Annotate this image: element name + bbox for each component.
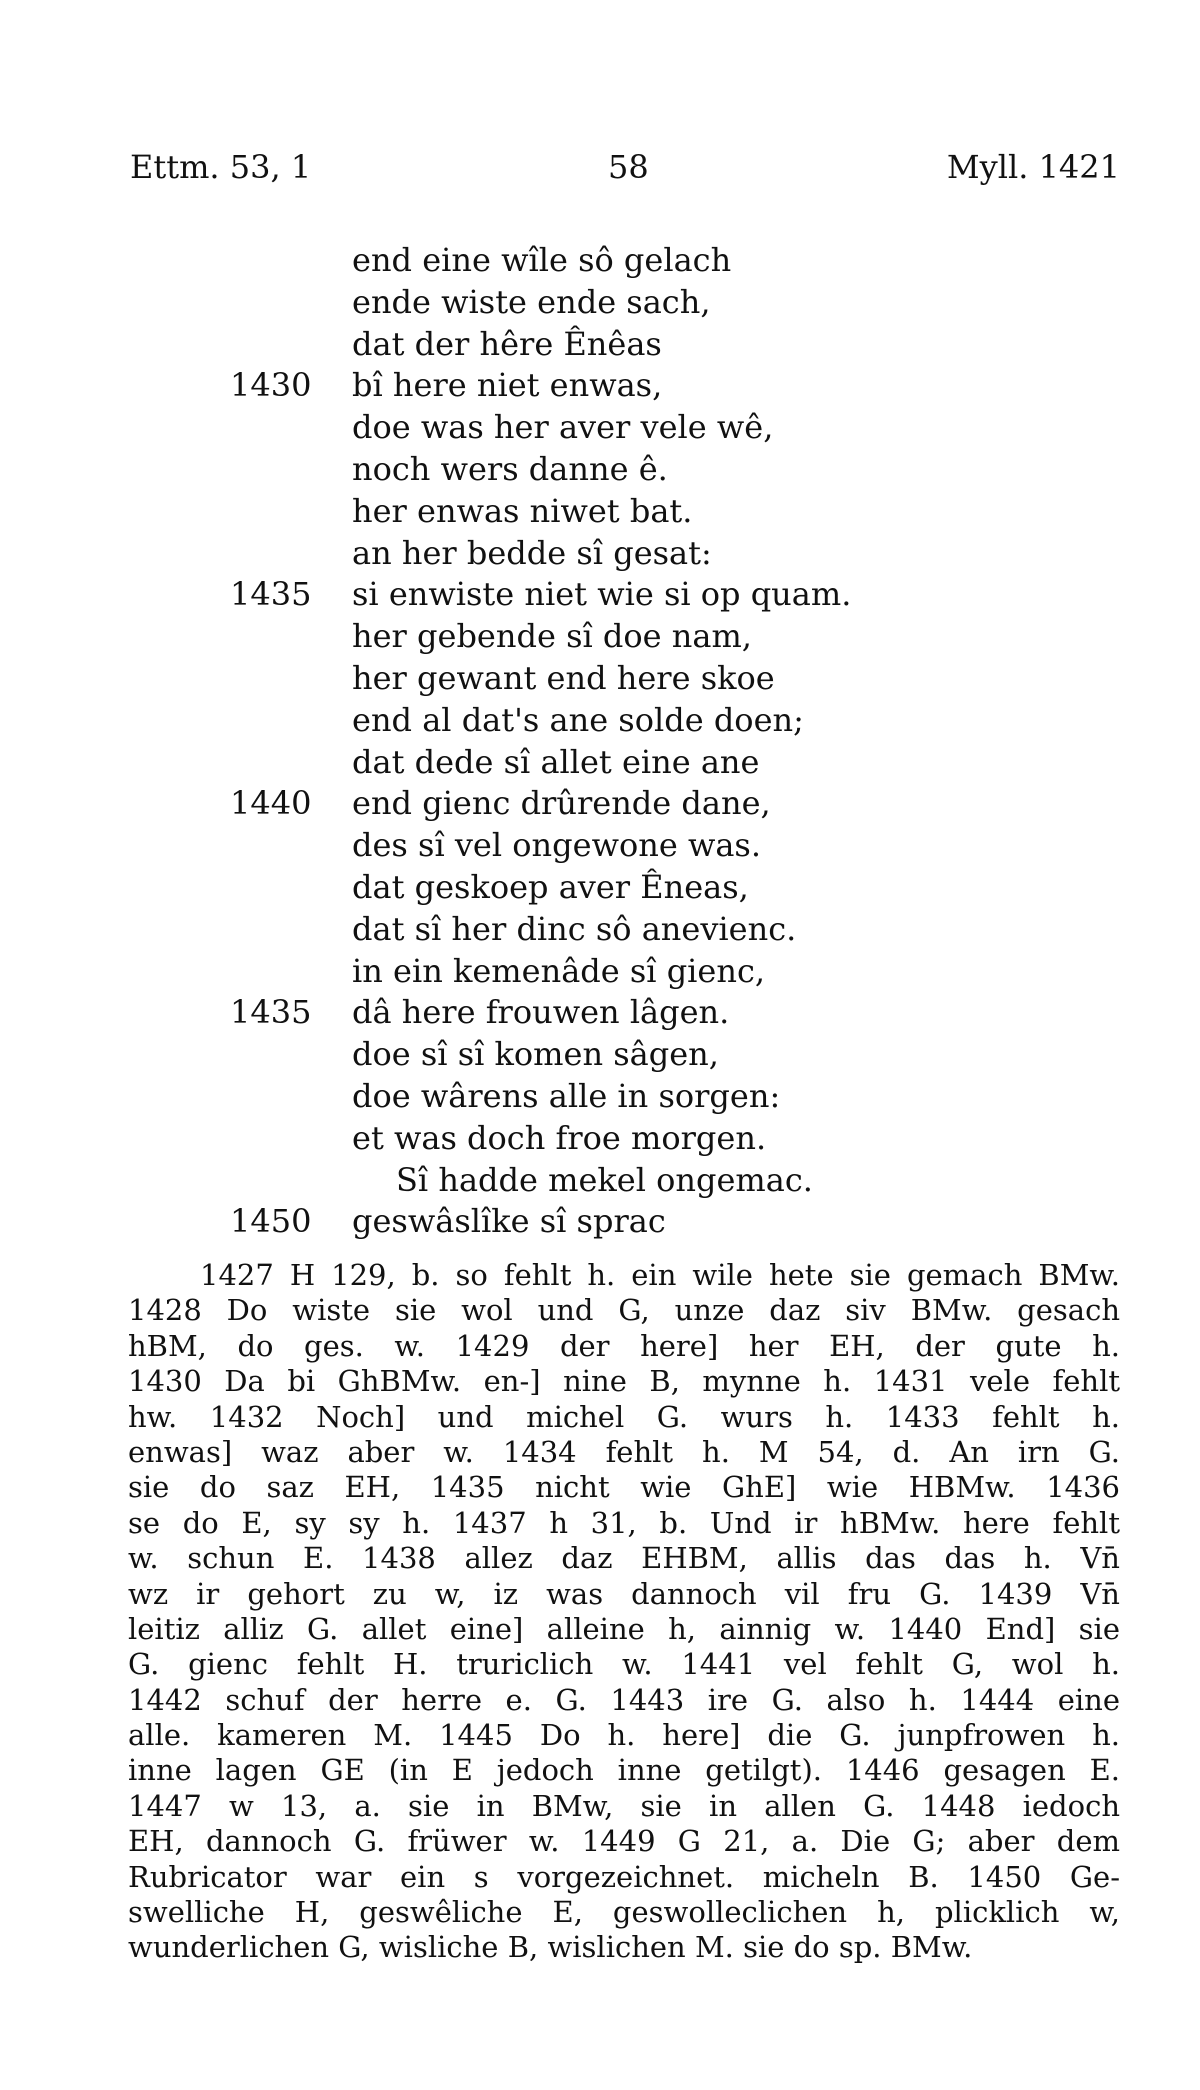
verse-text: et was doch froe morgen. [352, 1118, 767, 1157]
verse-text: dat geskoep aver Êneas, [352, 867, 749, 906]
verse-text: end al dat's ane solde doen; [352, 700, 804, 739]
verse-line [0, 449, 1200, 491]
verse-text: doe was her aver vele wê, [352, 408, 774, 447]
apparatus-line: enwas] waz aber w. 1434 fehlt h. M 54, d. An irn G. [128, 1434, 1120, 1469]
verse-text: end eine wîle sô gelach [352, 241, 732, 279]
verse-text: dâ here frouwen lâgen. [352, 993, 730, 1032]
verse-line [0, 951, 1200, 993]
verse-line [0, 992, 1200, 1034]
verse-text: dat dede sî allet eine ane [352, 742, 760, 781]
verse-line [0, 407, 1200, 449]
verse-line [0, 574, 1200, 616]
verse-text: doe sî sî komen sâgen, [352, 1035, 719, 1074]
apparatus-line: G. gienc fehlt H. truriclich w. 1441 vel fehlt G, wol h. [128, 1647, 1120, 1682]
apparatus-line: hBM, do ges. w. 1429 der here] her EH, der gute h. [128, 1328, 1120, 1363]
verse-text: doe wârens alle in sorgen: [352, 1076, 781, 1115]
verse-line [0, 1201, 1200, 1243]
verse-text: her enwas niwet bat. [352, 491, 693, 530]
apparatus-line: 1428 Do wiste sie wol und G, unze daz siv BMw. gesach [128, 1293, 1120, 1328]
verse-number: 1435 [230, 993, 312, 1032]
verse-text: dat sî her dinc sô anevienc. [352, 909, 797, 948]
verse-line [0, 867, 1200, 909]
apparatus-line: wunderlichen G, wisliche B, wislichen M. sie do sp. BMw. [128, 1930, 973, 1965]
verse-number: 1440 [230, 784, 312, 823]
verse-line [0, 658, 1200, 700]
verse-line [0, 909, 1200, 951]
verse-text: her gebende sî doe nam, [352, 617, 752, 656]
verse-text: Sî hadde mekel ongemac. [396, 1160, 813, 1199]
verse-line [0, 282, 1200, 324]
apparatus-line: swelliche H, geswêliche E, geswolleclichen h, plicklich w, [128, 1895, 1120, 1930]
verse-line [0, 1076, 1200, 1118]
verse-text: geswâslîke sî sprac [352, 1202, 666, 1241]
apparatus-line: 1430 Da bi GhBMw. en-] nine B, mynne h. 1431 vele fehlt [128, 1364, 1120, 1399]
verse-number: 1450 [230, 1202, 312, 1241]
verse-line [0, 742, 1200, 784]
verse-line [0, 1034, 1200, 1076]
verse-number: 1435 [230, 575, 312, 614]
verse-line [0, 616, 1200, 658]
verse-text: ende wiste ende sach, [352, 282, 711, 321]
verse-line [0, 783, 1200, 825]
verse-text: in ein kemenâde sî gienc, [352, 951, 766, 990]
apparatus-line: alle. kameren M. 1445 Do h. here] die G. junpfrowen h. [128, 1718, 1120, 1753]
page-number: 58 [608, 148, 649, 186]
apparatus-line: hw. 1432 Noch] und michel G. wurs h. 1433 fehlt h. [128, 1399, 1120, 1434]
apparatus-line: EH, dannoch G. früwer w. 1449 G 21, a. Die G; aber dem [128, 1824, 1120, 1859]
apparatus-line: w. schun E. 1438 allez daz EHBM, allis das das h. Vn̄ [128, 1541, 1120, 1576]
apparatus-line: 1427 H 129, b. so fehlt h. ein wile hete sie gemach BMw. [200, 1258, 1120, 1292]
verse-text: noch wers danne ê. [352, 449, 668, 488]
verse-line [0, 324, 1200, 366]
verse-line [0, 240, 1200, 282]
apparatus-line: se do E, sy sy h. 1437 h 31, b. Und ir hBMw. here fehlt [128, 1505, 1120, 1540]
apparatus-line: inne lagen GE (in E jedoch inne getilgt). 1446 gesagen E. [128, 1753, 1120, 1788]
verse-text: bî here niet enwas, [352, 366, 663, 405]
verse-text: end gienc drûrende dane, [352, 784, 771, 823]
verse-text: an her bedde sî gesat: [352, 533, 712, 572]
verse-line [0, 491, 1200, 533]
apparatus-line: leitiz alliz G. allet eine] alleine h, ainnig w. 1440 End] sie [128, 1611, 1120, 1646]
apparatus-line: Rubricator war ein s vorgezeichnet. micheln B. 1450 Ge- [128, 1859, 1120, 1894]
verse-line [0, 825, 1200, 867]
critical-apparatus [128, 1258, 1120, 1966]
verse-line [0, 1118, 1200, 1160]
verse-text: des sî vel ongewone was. [352, 826, 761, 865]
verse-text: dat der hêre Ênêas [352, 324, 662, 363]
apparatus-line: sie do saz EH, 1435 nicht wie GhE] wie HBMw. 1436 [128, 1470, 1120, 1505]
verse-text: her gewant end here skoe [352, 658, 775, 697]
apparatus-line: wz ir gehort zu w, iz was dannoch vil fru G. 1439 Vn̄ [128, 1576, 1120, 1611]
verse-line [0, 533, 1200, 575]
verse-line [0, 1160, 1200, 1202]
page-header [130, 148, 1120, 192]
verse-block [0, 240, 1200, 1243]
header-ettmueller-reference: Ettm. 53, 1 [130, 148, 312, 186]
verse-line [0, 365, 1200, 407]
apparatus-line: 1447 w 13, a. sie in BMw, sie in allen G. 1448 iedoch [128, 1788, 1120, 1823]
verse-text: si enwiste niet wie si op quam. [352, 575, 852, 614]
verse-line [0, 700, 1200, 742]
header-myller-reference: Myll. 1421 [946, 148, 1120, 186]
apparatus-line: 1442 schuf der herre e. G. 1443 ire G. also h. 1444 eine [128, 1682, 1120, 1717]
verse-number: 1430 [230, 366, 312, 405]
